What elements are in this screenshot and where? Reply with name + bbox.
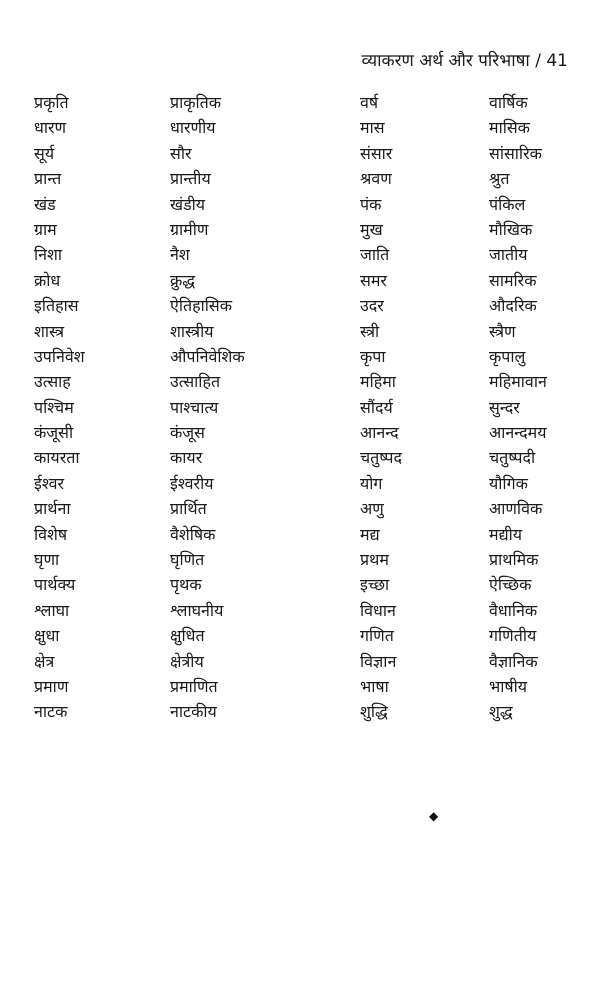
- derived-adjective-cell: पंकिल: [489, 194, 526, 214]
- table-row: [34, 445, 574, 470]
- table-row: [34, 496, 574, 521]
- derived-adjective-cell: सौर: [170, 143, 192, 163]
- root-noun-cell: क्रोध: [34, 270, 61, 290]
- derived-adjective-cell: घृणित: [170, 550, 205, 570]
- derived-adjective-cell: नाटकीय: [170, 702, 217, 722]
- root-noun-cell: महिमा: [360, 372, 396, 392]
- derived-adjective-cell: औदरिक: [489, 296, 537, 316]
- root-noun-cell: श्लाघा: [34, 600, 70, 620]
- root-noun-cell: क्षेत्र: [34, 651, 55, 671]
- table-row: [34, 471, 574, 496]
- table-row: [34, 369, 574, 394]
- root-noun-cell: अणु: [360, 499, 384, 519]
- derived-adjective-cell: महिमावान: [489, 372, 547, 392]
- word-pair-table: [34, 90, 574, 725]
- derived-adjective-cell: उत्साहित: [170, 372, 221, 392]
- table-row: [34, 217, 574, 242]
- table-row: [34, 699, 574, 724]
- derived-adjective-cell: आनन्दमय: [489, 423, 547, 443]
- root-noun-cell: मुख: [360, 219, 383, 239]
- table-row: [34, 141, 574, 166]
- root-noun-cell: शुद्धि: [360, 702, 388, 722]
- derived-adjective-cell: प्राथमिक: [489, 550, 539, 570]
- table-row: [34, 572, 574, 597]
- table-row: [34, 547, 574, 572]
- root-noun-cell: संसार: [360, 143, 393, 163]
- table-row: [34, 649, 574, 674]
- root-noun-cell: ईश्वर: [34, 473, 65, 493]
- derived-adjective-cell: प्रान्तीय: [170, 169, 211, 189]
- derived-adjective-cell: चतुष्पदी: [489, 448, 536, 468]
- derived-adjective-cell: मद्यीय: [489, 524, 523, 544]
- root-noun-cell: ग्राम: [34, 219, 57, 239]
- root-noun-cell: वर्ष: [360, 93, 379, 112]
- derived-adjective-cell: क्षेत्रीय: [170, 651, 204, 671]
- root-noun-cell: भाषा: [360, 676, 389, 696]
- derived-adjective-cell: धारणीय: [170, 118, 216, 138]
- root-noun-cell: स्त्री: [360, 321, 380, 341]
- root-noun-cell: क्षुधा: [34, 626, 60, 646]
- derived-adjective-cell: मौखिक: [489, 219, 533, 239]
- root-noun-cell: श्रवण: [360, 169, 392, 189]
- derived-adjective-cell: शुद्ध: [489, 702, 513, 722]
- root-noun-cell: घृणा: [34, 550, 60, 570]
- root-noun-cell: चतुष्पद: [360, 448, 403, 468]
- derived-adjective-cell: प्रमाणित: [170, 676, 218, 696]
- root-noun-cell: आनन्द: [360, 423, 399, 443]
- root-noun-cell: प्रमाण: [34, 676, 69, 696]
- derived-adjective-cell: औपनिवेशिक: [170, 346, 245, 366]
- derived-adjective-cell: शास्त्रीय: [170, 321, 214, 341]
- root-noun-cell: विशेष: [34, 524, 68, 544]
- table-row: [34, 90, 574, 115]
- derived-adjective-cell: आणविक: [489, 499, 543, 519]
- derived-adjective-cell: पृथक: [170, 575, 202, 595]
- root-noun-cell: शास्त्र: [34, 321, 65, 341]
- derived-adjective-cell: कंजूस: [170, 423, 205, 443]
- table-row: [34, 674, 574, 699]
- derived-adjective-cell: प्रार्थित: [170, 499, 207, 519]
- root-noun-cell: योग: [360, 473, 383, 493]
- derived-adjective-cell: श्लाघनीय: [170, 600, 224, 620]
- derived-adjective-cell: पाश्चात्य: [170, 397, 219, 417]
- derived-adjective-cell: प्राकृतिक: [170, 93, 222, 112]
- derived-adjective-cell: जातीय: [489, 245, 528, 265]
- root-noun-cell: नाटक: [34, 702, 68, 722]
- root-noun-cell: सौंदर्य: [360, 397, 393, 417]
- derived-adjective-cell: स्त्रैण: [489, 321, 516, 341]
- root-noun-cell: उपनिवेश: [34, 346, 85, 366]
- table-row: [34, 522, 574, 547]
- root-noun-cell: इतिहास: [34, 296, 79, 316]
- derived-adjective-cell: सामरिक: [489, 270, 537, 290]
- derived-adjective-cell: ऐच्छिक: [489, 575, 532, 595]
- table-row: [34, 623, 574, 648]
- root-noun-cell: प्रथम: [360, 550, 389, 570]
- derived-adjective-cell: मासिक: [489, 118, 530, 138]
- derived-adjective-cell: यौगिक: [489, 473, 528, 493]
- root-noun-cell: विधान: [360, 600, 396, 620]
- derived-adjective-cell: क्रुद्ध: [170, 270, 196, 290]
- table-row: [34, 293, 574, 318]
- root-noun-cell: प्रकृति: [34, 93, 69, 112]
- derived-adjective-cell: कायर: [170, 448, 203, 468]
- derived-adjective-cell: क्षुधित: [170, 626, 205, 646]
- diamond-ornament-icon: ◆: [429, 809, 439, 823]
- derived-adjective-cell: भाषीय: [489, 676, 528, 696]
- derived-adjective-cell: ग्रामीण: [170, 219, 209, 239]
- root-noun-cell: कायरता: [34, 448, 80, 468]
- derived-adjective-cell: कृपालु: [489, 346, 526, 366]
- root-noun-cell: पंक: [360, 194, 382, 214]
- root-noun-cell: खंड: [34, 194, 56, 214]
- root-noun-cell: उदर: [360, 296, 384, 316]
- root-noun-cell: सूर्य: [34, 143, 55, 163]
- root-noun-cell: उत्साह: [34, 372, 71, 392]
- table-row: [34, 344, 574, 369]
- root-noun-cell: गणित: [360, 626, 394, 646]
- table-row: [34, 395, 574, 420]
- table-row: [34, 420, 574, 445]
- derived-adjective-cell: सुन्दर: [489, 397, 520, 417]
- table-row: [34, 598, 574, 623]
- table-row: [34, 268, 574, 293]
- derived-adjective-cell: वैधानिक: [489, 600, 538, 620]
- root-noun-cell: समर: [360, 270, 387, 290]
- root-noun-cell: मद्य: [360, 524, 380, 544]
- derived-adjective-cell: ऐतिहासिक: [170, 296, 233, 316]
- derived-adjective-cell: वैशेषिक: [170, 524, 216, 544]
- derived-adjective-cell: वैज्ञानिक: [489, 651, 538, 671]
- table-row: [34, 115, 574, 140]
- table-row: [34, 192, 574, 217]
- root-noun-cell: जाति: [360, 245, 390, 265]
- root-noun-cell: कंजूसी: [34, 423, 74, 443]
- root-noun-cell: प्रान्त: [34, 169, 62, 189]
- derived-adjective-cell: वार्षिक: [489, 93, 528, 112]
- table-row: [34, 319, 574, 344]
- table-row: [34, 166, 574, 191]
- root-noun-cell: इच्छा: [360, 575, 390, 595]
- root-noun-cell: विज्ञान: [360, 651, 397, 671]
- derived-adjective-cell: ईश्वरीय: [170, 473, 214, 493]
- root-noun-cell: मास: [360, 118, 385, 138]
- root-noun-cell: प्रार्थना: [34, 499, 71, 519]
- table-row: [34, 242, 574, 267]
- derived-adjective-cell: श्रुत: [489, 169, 510, 189]
- derived-adjective-cell: खंडीय: [170, 194, 206, 214]
- running-header: व्याकरण अर्थ और परिभाषा / 41: [361, 51, 568, 71]
- root-noun-cell: निशा: [34, 245, 63, 265]
- root-noun-cell: पार्थक्य: [34, 575, 76, 595]
- derived-adjective-cell: नैश: [170, 245, 190, 265]
- root-noun-cell: धारण: [34, 118, 67, 138]
- root-noun-cell: पश्चिम: [34, 397, 74, 417]
- derived-adjective-cell: गणितीय: [489, 626, 537, 646]
- derived-adjective-cell: सांसारिक: [489, 143, 542, 163]
- root-noun-cell: कृपा: [360, 346, 386, 366]
